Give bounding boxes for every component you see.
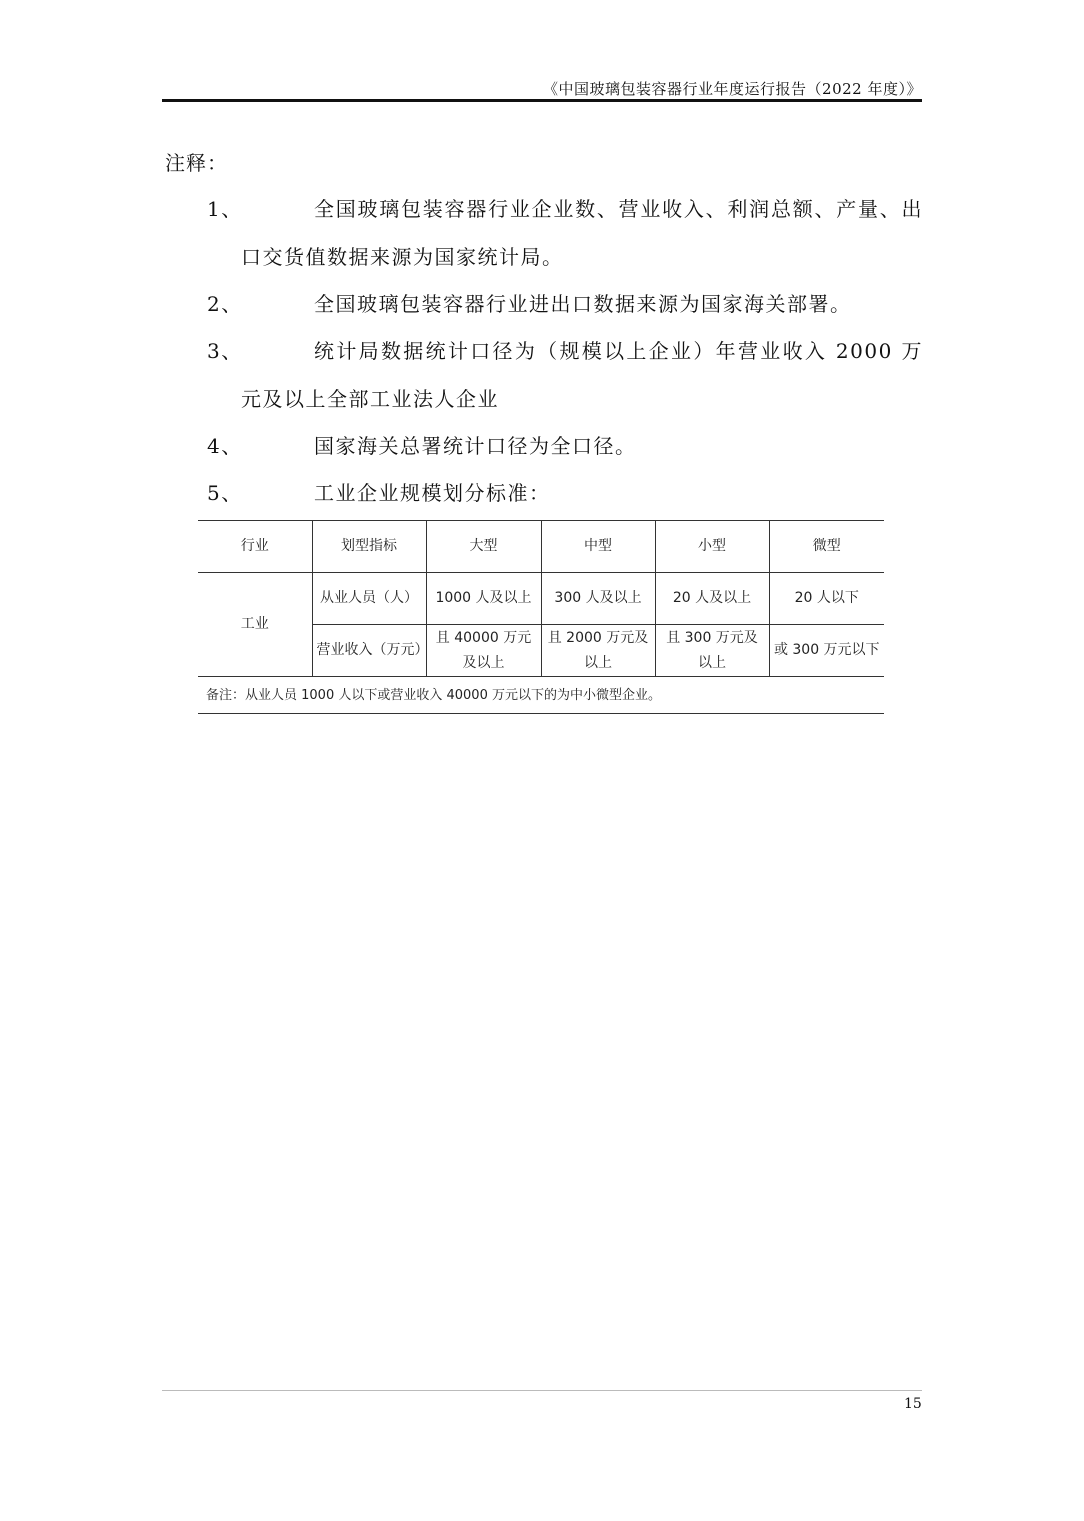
notes-heading: 注释： [165,151,228,175]
table-header-cell: 中型 [541,521,655,573]
note-item-3 [207,327,923,423]
table-cell: 1000 人及以上 [426,573,541,625]
industry-cell: 工业 [198,573,312,677]
table-row [198,573,884,625]
note-number: 1、 [207,197,243,221]
indicator-cell: 从业人员（人） [312,573,426,625]
table-header-row [198,521,884,573]
table-header-cell: 微型 [769,521,884,573]
note-text: 全国玻璃包装容器行业企业数、营业收入、利润总额、产量、出口交货值数据来源为国家统计局。 [241,197,923,269]
table-cell: 20 人以下 [769,573,884,625]
note-item-2 [207,280,923,328]
note-number: 5、 [207,481,243,505]
table-cell: 300 人及以上 [541,573,655,625]
table-cell: 或 300 万元以下 [769,625,884,677]
enterprise-size-table [198,520,884,714]
table-cell: 20 人及以上 [655,573,769,625]
note-item-5 [207,469,923,517]
table-header-cell: 行业 [198,521,312,573]
note-text: 全国玻璃包装容器行业进出口数据来源为国家海关部署。 [314,292,852,316]
note-item-4 [207,422,923,470]
table-header-cell: 小型 [655,521,769,573]
note-text: 国家海关总署统计口径为全口径。 [314,434,637,458]
table-cell: 且 2000 万元及以上 [541,625,655,677]
table-header-cell: 大型 [426,521,541,573]
indicator-cell: 营业收入（万元） [312,625,426,677]
table-remark: 备注：从业人员 1000 人以下或营业收入 40000 万元以下的为中小微型企业。 [198,677,884,714]
table-remark-row [198,677,884,714]
note-number: 3、 [207,339,243,363]
report-header-title: 《中国玻璃包装容器行业年度运行报告（2022 年度）》 [543,80,922,98]
footer-divider [162,1390,922,1391]
table-cell: 且 300 万元及以上 [655,625,769,677]
note-item-1 [207,185,923,281]
note-number: 4、 [207,434,243,458]
note-number: 2、 [207,292,243,316]
table-header-cell: 划型指标 [312,521,426,573]
header-divider [162,99,922,102]
note-text: 工业企业规模划分标准： [314,481,551,505]
table-cell: 且 40000 万元及以上 [426,625,541,677]
page-number: 15 [904,1396,922,1412]
note-text: 统计局数据统计口径为（规模以上企业）年营业收入 2000 万元及以上全部工业法人企业 [241,339,923,411]
